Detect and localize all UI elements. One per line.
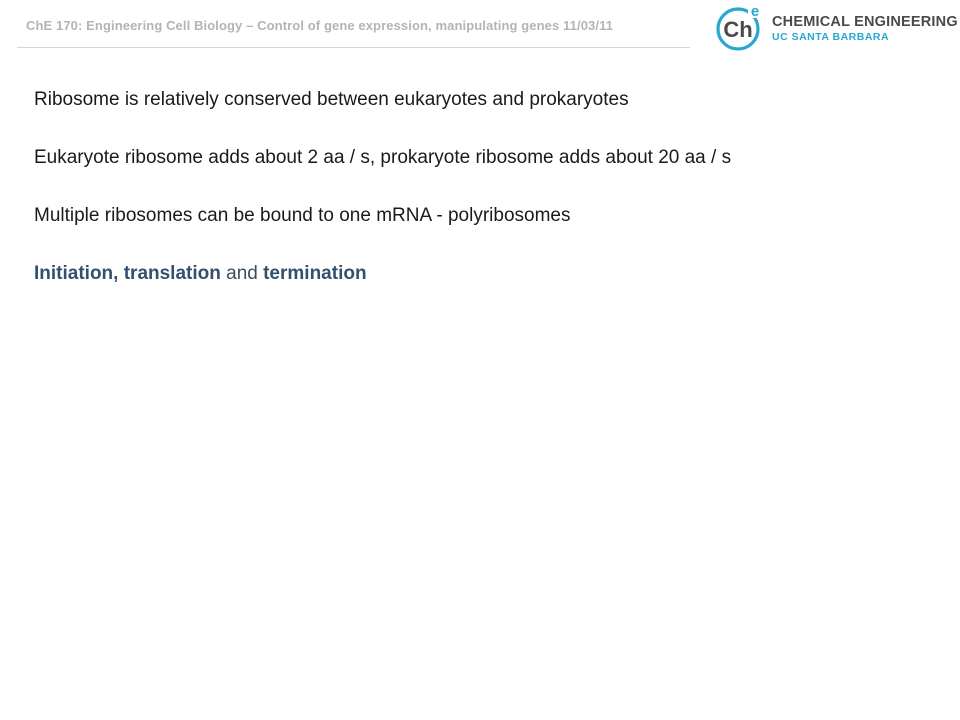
logo-mark-superscript: e	[750, 3, 760, 20]
stage-termination: termination	[263, 263, 367, 284]
che-logo-mark-icon	[714, 2, 774, 54]
header-divider	[17, 47, 690, 48]
stage-initiation: Initiation,	[34, 263, 119, 284]
body-line-ribosome-rates: Eukaryote ribosome adds about 2 aa / s, prokaryote ribosome adds about 20 aa / s	[34, 147, 732, 168]
stage-translation: translation	[123, 263, 221, 284]
body-line-translation-stages	[34, 260, 934, 288]
department-logo	[714, 2, 958, 54]
stage-conjunction: and	[226, 263, 258, 284]
logo-campus-name: UC SANTA BARBARA	[772, 31, 890, 43]
slide-header-title: ChE 170: Engineering Cell Biology – Control of gene expression, manipulating genes 11/03/11	[26, 18, 614, 33]
body-line-ribosome-conserved: Ribosome is relatively conserved between eukaryotes and prokaryotes	[34, 89, 629, 110]
slide-body	[34, 86, 934, 318]
logo-mark-letters: Ch	[723, 17, 753, 42]
body-line-polyribosomes: Multiple ribosomes can be bound to one mRNA - polyribosomes	[34, 205, 571, 226]
logo-department-name: CHEMICAL ENGINEERING	[772, 14, 958, 30]
